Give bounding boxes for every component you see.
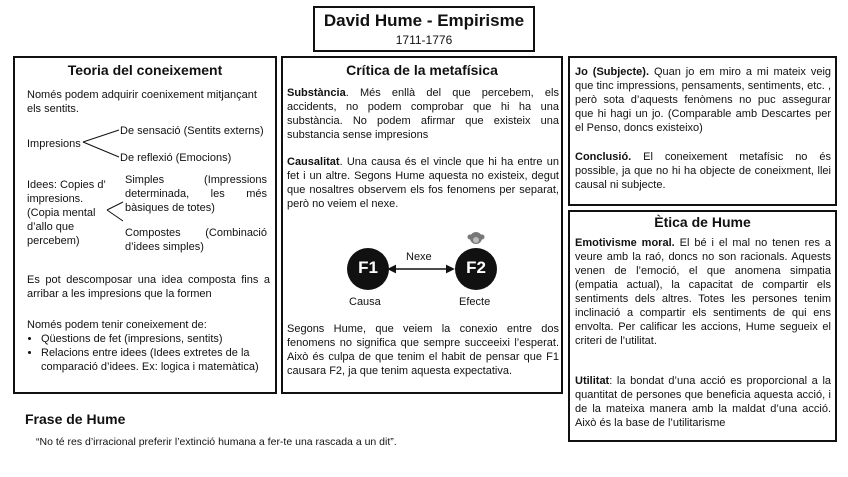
substancia-term: Substància bbox=[287, 87, 346, 99]
causalitat-text: . Una causa és el vincle que hi ha entre un fet i un altre. Segons Hume aquesta no existeix, degut que nosaltres observem els fos fenomens per separat, però no veiem el nexe. bbox=[287, 156, 559, 210]
impresions-sensacio: De sensació (Sentits externs) bbox=[120, 125, 264, 137]
idees-simples: Simples (Impressions determinada, les més bàsiques de totes) bbox=[125, 174, 267, 214]
emotivisme-text: El bé i el mal no tenen res a veure amb la raó, doncs no son racionals. Aquests venen de l’emoció, el que anomena simpatia (empatia actual), la capacitat de compartir els sentiments dels altres. Totes les persones tenim inclinació a compartir els sentiments de qui ens envolta. Per calificar les accions, Hume segueix el criteri de l’utilitat. bbox=[575, 237, 831, 347]
teoria-intro: Només podem adquirir coenixement mitjançant els sentits. bbox=[27, 89, 257, 115]
critica-conclusion: Segons Hume, que veiem la conexio entre dos fenomens no significa que sempre succeeixi l’esperat. Això és culpa de que tenim el habit de pensar que F1 causara F2, ja que tenim aquesta expectativa. bbox=[287, 323, 559, 377]
coneixement-section bbox=[27, 318, 272, 374]
idees-label: Idees: Copies d’ impresions. (Copia mental d’allo que percebem) bbox=[27, 179, 106, 247]
conclusio-text: El coneixement metafísic no és possible, ja que no hi ha objecte de coneixment, llei causal ni subjecte. bbox=[575, 151, 831, 191]
conclusio-paragraph bbox=[575, 150, 831, 192]
f2-label: F2 bbox=[466, 258, 486, 277]
causalitat-term: Causalitat bbox=[287, 156, 340, 168]
causalitat-paragraph bbox=[287, 155, 559, 211]
substancia-text: . Més enllà del que percebem, els accidents, no podem comprobar que hi ha una substància. No podem afirmar que existeix una substancia sense impresions bbox=[287, 87, 559, 141]
frase-heading: Frase de Hume bbox=[25, 411, 126, 427]
emotivisme-paragraph bbox=[575, 236, 831, 348]
substancia-paragraph bbox=[287, 86, 559, 142]
jo-panel bbox=[568, 56, 837, 206]
emotivisme-term: Emotivisme moral. bbox=[575, 237, 675, 249]
efecte-label: Efecte bbox=[459, 296, 491, 308]
utilitat-term: Utilitat bbox=[575, 375, 610, 387]
title-box bbox=[313, 6, 535, 52]
critica-panel bbox=[281, 56, 563, 394]
causa-efecte-diagram bbox=[283, 228, 565, 328]
coneixement-intro: Només podem tenir coneixement de: bbox=[27, 319, 207, 331]
f1-label: F1 bbox=[358, 258, 378, 277]
idees-compostes: Compostes (Combinació d’idees simples) bbox=[125, 227, 267, 253]
list-item: • Relacions entre idees (Idees extretes de la comparació d’idees. Ex: logica i matemàtica) bbox=[41, 346, 272, 374]
impresions-label: Impresions bbox=[27, 138, 81, 150]
monkey-icon bbox=[468, 232, 485, 244]
etica-heading: Ètica de Hume bbox=[654, 214, 751, 230]
conclusio-term: Conclusió. bbox=[575, 151, 632, 163]
frase-quote: “No té res d’irracional preferir l’extinció humana a fer-te una rascada a un dit”. bbox=[36, 436, 397, 448]
jo-term: Jo (Subjecte). bbox=[575, 66, 650, 78]
coneixement-list bbox=[27, 332, 272, 374]
page-dates: 1711-1776 bbox=[395, 33, 453, 47]
impresions-reflexio: De reflexió (Emocions) bbox=[120, 152, 232, 164]
list-item: • Qüestions de fet (impresions, sentits) bbox=[41, 332, 272, 346]
utilitat-text: : la bondat d’una acció es proporcional a la quantitat de persones que beneficia aquesta acció, i de la mateixa manera amb la maldat d’una acció. Això és la base de l’utilitarisme bbox=[575, 375, 831, 429]
descomposar-text: Es pot descomposar una idea composta fins a arribar a les impresions que la formen bbox=[27, 274, 270, 300]
critica-heading: Crítica de la metafísica bbox=[346, 62, 498, 78]
jo-paragraph bbox=[575, 65, 831, 135]
utilitat-paragraph bbox=[575, 374, 831, 430]
jo-text: Quan jo em miro a mi mateix veig que tinc impressions, pensaments, sentiments, etc. , però sota d’aquests fenòmens no puc assegurar que hi hagi un jo. (Comparable amb Descartes per el Penso, doncs existeixo) bbox=[575, 66, 832, 134]
causa-label: Causa bbox=[349, 296, 381, 308]
page-title: David Hume - Empirisme bbox=[323, 11, 525, 30]
etica-panel bbox=[568, 210, 837, 442]
nexe-label: Nexe bbox=[406, 251, 432, 263]
teoria-heading: Teoria del coneixement bbox=[67, 62, 223, 78]
teoria-panel bbox=[13, 56, 277, 394]
